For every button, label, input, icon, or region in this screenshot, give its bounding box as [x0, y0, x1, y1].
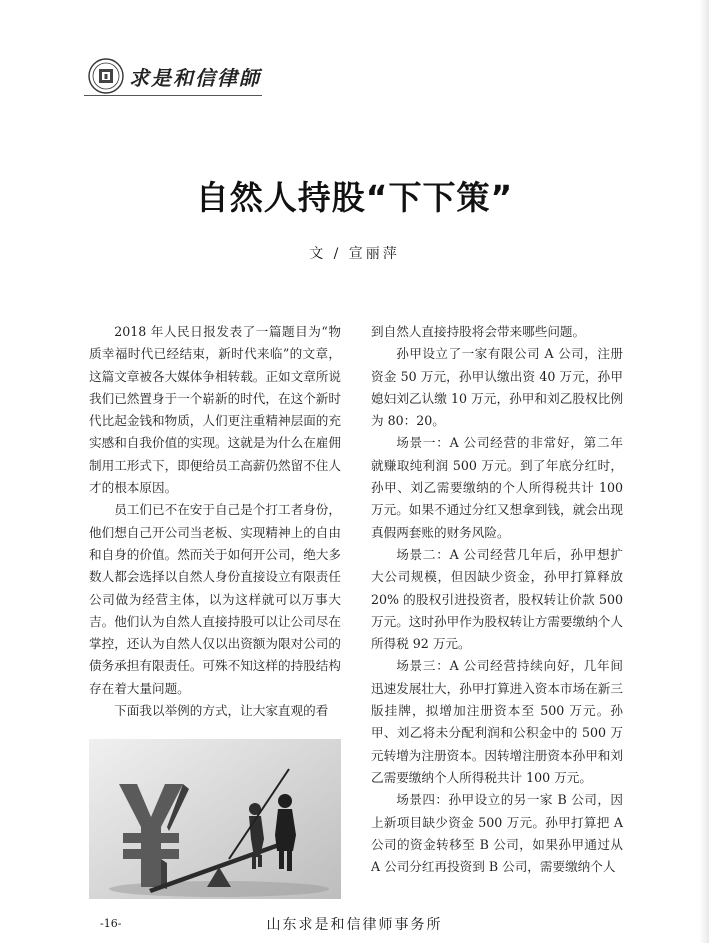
firm-seal-logo	[88, 58, 124, 94]
article-byline: 文 / 宣丽萍	[309, 246, 400, 262]
footer-firm-name: 山东求是和信律师事务所	[266, 917, 443, 933]
paragraph: 场景三：A 公司经营持续向好，几年间迅速发展壮大，孙甲打算进入资本市场在新三版挂牌，拟增加注册资本至 500 万元。孙甲、刘乙将未分配利润和公积金中的 500 万元转增为注册资本。因转增注册资本孙甲和刘乙需要缴纳个人所得税共计 100 万元。	[371, 658, 623, 785]
right-column	[371, 321, 623, 878]
page-binding-shadow	[699, 0, 709, 943]
paragraph: 场景四：孙甲设立的另一家 B 公司，因上新项目缺少资金 500 万元。孙甲打算把 A 公司的资金转移至 B 公司，如果孙甲通过从 A 公司分红再投资到 B 公司，需要缴纳个人	[371, 792, 623, 875]
left-column	[89, 321, 341, 722]
paragraph: 下面我以举例的方式，让大家直观的看	[114, 703, 329, 719]
paragraph: 场景二：A 公司经营几年后，孙甲想扩大公司规模，但因缺少资金，孙甲打算释放 20% 的股权引进投资者，股权转让价款 500 万元。这时孙甲作为股权转让方需要缴纳个人所得税 92 万元。	[371, 546, 623, 652]
article-title: 自然人持股“下下策”	[195, 178, 514, 217]
paragraph: 孙甲设立了一家有限公司 A 公司，注册资金 50 万元，孙甲认缴出资 40 万元，孙甲媳妇刘乙认缴 10 万元，孙甲和刘乙股权比例为 80：20。	[371, 346, 623, 429]
paragraph: 2018 年人民日报发表了一篇题目为“物质幸福时代已经结束，新时代来临”的文章，这篇文章被各大媒体争相转载。正如文章所说我们已然置身于一个崭新的时代，在这个新时代比起金钱和物质，人们更注重精神层面的充实感和自我价值的实现。这就是为什么在雇佣制用工形式下，即便给员工高薪仍然留不住人才的根本原因。	[89, 324, 341, 496]
paragraph: 员工们已不在安于自己是个打工者身份，他们想自己开公司当老板、实现精神上的自由和自身的价值。然而关于如何开公司，绝大多数人都会选择以自然人身份直接设立有限责任公司做为经营主体，以为这样就可以万事大吉。他们认为自然人直接持股可以让公司尽在掌控，还认为自然人仅以出资额为限对公司的债务承担有限责任。可殊不知这样的持股结构存在着大量问题。	[89, 502, 341, 696]
brand-name: 求是和信律師	[129, 66, 261, 90]
header-rule	[84, 95, 262, 96]
yen-seesaw-illustration	[89, 739, 341, 899]
paragraph: 到自然人直接持股将会带来哪些问题。	[371, 324, 586, 339]
page-number: -16-	[100, 917, 122, 930]
paragraph: 场景一：A 公司经营的非常好，第二年就赚取纯利润 500 万元。到了年底分红时，孙甲、刘乙需要缴纳的个人所得税共计 100 万元。如果不通过分红又想拿到钱，就会出现真假两套账的财务风险。	[371, 435, 623, 540]
